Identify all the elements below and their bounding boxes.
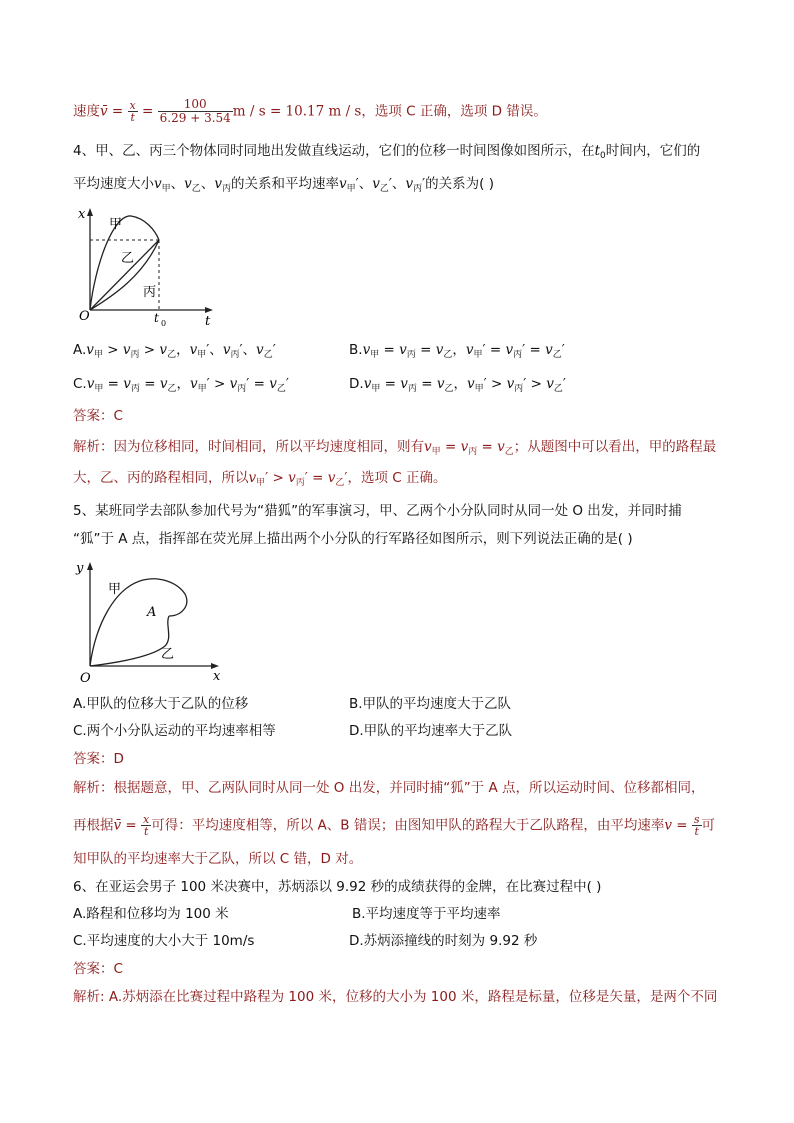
svg-text:x: x: [213, 669, 221, 684]
q6-answer: 答案：C: [73, 961, 123, 977]
svg-text:丙: 丙: [143, 285, 157, 300]
svg-text:0: 0: [161, 319, 167, 328]
q5-answer: 答案：D: [73, 751, 124, 767]
q6-stem: 6、在亚运会男子 100 米决赛中，苏炳添以 9.92 秒的成绩获得的金牌，在比赛过程中( ): [73, 879, 602, 895]
q4-option-c[interactable]: $C.v_甲 = v_丙 = v_乙$，$v_甲' > v_丙' = v_乙'$: [73, 376, 289, 394]
q3-velocity-formula: 速度v̄ = $\frac{x}{t}$ = $\frac{100}{6.29 + 3.54}$ m / s = 10.17 m / s，选项 C 正确，选项 D 错误。: [73, 97, 547, 125]
q4-explanation-line1: 解析：因为位移相同，时间相同，所以平均速度相同，则有$v_甲 = v_丙 = v_乙$；从题图中可以看出，甲的路程最: [73, 439, 717, 457]
q6-option-a[interactable]: A.路程和位移均为 100 米: [73, 906, 229, 922]
q5-option-a[interactable]: A.甲队的位移大于乙队的位移: [73, 696, 249, 712]
q4-stem-line2: 平均速度大小$v_甲$、$v_乙$、$v_丙$的关系和平均速率$v_甲'$、$v_乙'$、$v_丙'$的关系为( ): [73, 176, 494, 194]
q4-explanation-line2: 大，乙、丙的路程相同，所以$v_甲' > v_丙' = v_乙'$，选项 C 正确。: [73, 470, 447, 488]
q5-path-graph: [73, 558, 233, 688]
svg-text:O: O: [80, 671, 91, 686]
q5-explanation-line3: 知甲队的平均速率大于乙队，所以 C 错，D 对。: [73, 851, 363, 867]
q5-stem-line1: 5、某班同学去部队参加代号为“猎狐”的军事演习，甲、乙两个小分队同时从同一处 O 出发，并同时捕: [73, 503, 682, 519]
q6-option-c[interactable]: C.平均速度的大小大于 10m/s: [73, 933, 255, 949]
svg-text:t: t: [154, 311, 159, 325]
q6-option-d[interactable]: D.苏炳添撞线的时刻为 9.92 秒: [349, 933, 538, 949]
svg-text:A: A: [147, 605, 157, 620]
svg-text:甲: 甲: [109, 217, 123, 232]
q5-option-c[interactable]: C.两个小分队运动的平均速率相等: [73, 723, 276, 739]
q4-option-a[interactable]: $A.v_甲 > v_丙 > v_乙$，$v_甲'$、$v_丙'$、$v_乙'$: [73, 342, 276, 360]
q4-option-d[interactable]: $D.v_甲 = v_丙 = v_乙$，$v_甲' > v_丙' > v_乙'$: [349, 376, 566, 394]
svg-text:甲: 甲: [108, 582, 122, 597]
q5-explanation-line1: 解析：根据题意，甲、乙两队同时从同一处 O 出发，并同时捕“狐”于 A 点，所以运动时间、位移都相同，: [73, 780, 705, 796]
svg-text:O: O: [79, 309, 90, 324]
q6-explanation-line1: 解析: A.苏炳添在比赛过程中路程为 100 米，位移的大小为 100 米，路程是标量，位移是矢量，是两个不同: [73, 989, 718, 1005]
svg-text:乙: 乙: [121, 251, 135, 266]
q6-option-b[interactable]: B.平均速度等于平均速率: [352, 906, 501, 922]
q5-option-b[interactable]: B.甲队的平均速度大于乙队: [349, 696, 512, 712]
q4-option-b[interactable]: $B.v_甲 = v_丙 = v_乙$，$v_甲' = v_丙' = v_乙'$: [349, 342, 565, 360]
q5-explanation-line2: 再根据v̄ = $\frac{x}{t}$ 可得：平均速度相等，所以 A、B 错误；由图知甲队的路程大于乙队路程，由平均速率v = $\frac{s}{t}$ 可: [73, 813, 716, 838]
q4-stem-line1: 4、甲、乙、丙三个物体同时同地出发做直线运动，它们的位移一时间图像如图所示，在$t_0$时间内，它们的: [73, 143, 701, 161]
svg-text:y: y: [76, 561, 84, 576]
q4-xt-graph: [73, 206, 223, 330]
q5-stem-line2: “狐”于 A 点，指挥部在荧光屏上描出两个小分队的行军路径如图所示，则下列说法正确的是( ): [73, 531, 633, 547]
q5-option-d[interactable]: D.甲队的平均速率大于乙队: [349, 723, 513, 739]
svg-text:t: t: [205, 314, 211, 329]
svg-text:乙: 乙: [161, 647, 175, 662]
svg-text:x: x: [78, 207, 86, 222]
q4-answer: 答案：C: [73, 408, 123, 424]
